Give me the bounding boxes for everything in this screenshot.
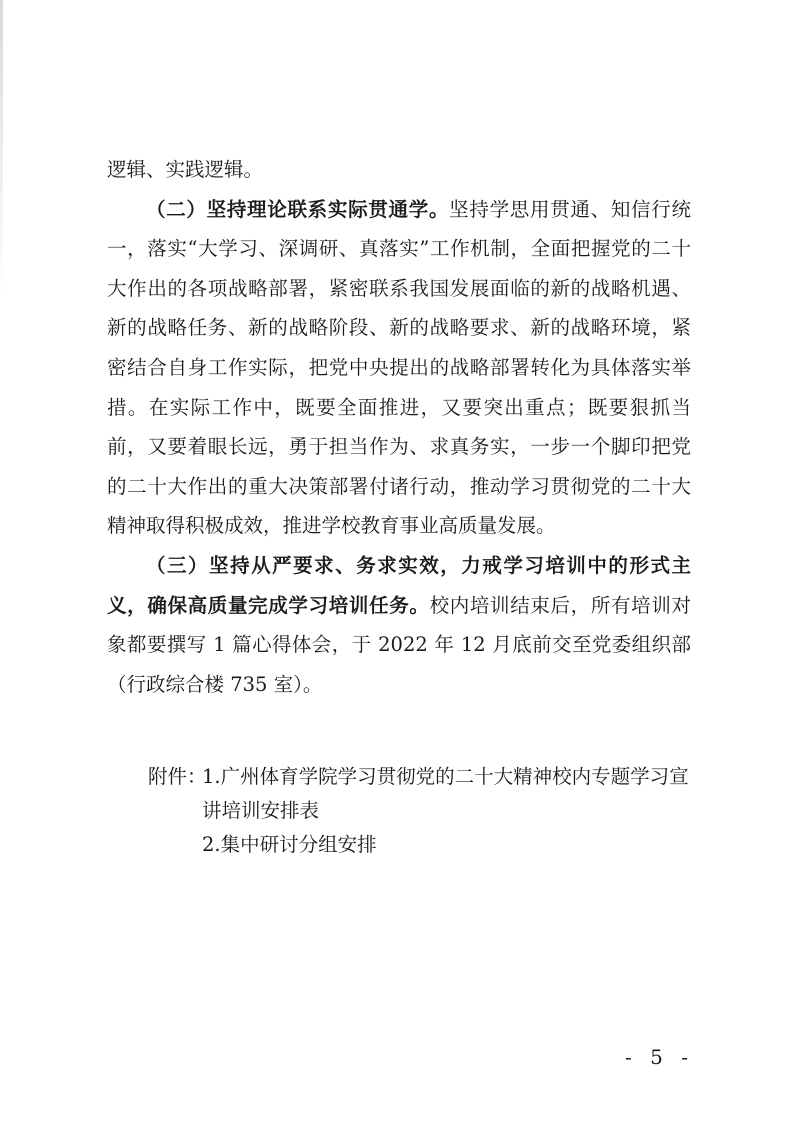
attachments-block (148, 760, 708, 862)
paragraph-section-2 (107, 190, 691, 546)
section-2-body: 坚持学思用贯通、知信行统一，落实“大学习、深调研、真落实”工作机制，全面把握党的二十大作出的各项战略部署，紧密联系我国发展面临的新的战略机遇、新的战略任务、新的战略阶段、新的战略要求、新的战略环境，紧密结合自身工作实际，把党中央提出的战略部署转化为具体落实举措。在实际工作中，既要全面推进，又要突出重点；既要狠抓当前，又要着眼长远，勇于担当作为、求真务实，一步一个脚印把党的二十大作出的重大决策部署付诸行动，推动学习贯彻党的二十大精神取得积极成效，推进学校教育事业高质量发展。 (107, 197, 691, 538)
attachments-label: 附件： (148, 765, 207, 788)
page-number: - 5 - (625, 1045, 694, 1069)
scan-edge-shadow (0, 0, 3, 300)
paragraph-continuation: 逻辑、实践逻辑。 (107, 158, 264, 181)
document-body (107, 150, 691, 704)
paragraph-section-3 (107, 546, 691, 704)
attachments-list (202, 760, 708, 862)
section-2-heading: （二）坚持理论联系实际贯通学。 (146, 197, 450, 221)
attachments-row (148, 760, 708, 862)
attachment-item-2: 2.集中研讨分组安排 (202, 833, 377, 856)
section-3-heading: （三）坚持从严要求、务求实效，力戒学习培训中的形式主义，确保高质量完成学习培训任务。 (107, 553, 691, 617)
section-3-body: 校内培训结束后，所有培训对象都要撰写 1 篇心得体会，于 2022 年 12 月底前交至党委组织部（行政综合楼 735 室）。 (107, 593, 691, 696)
attachment-item-1: 1.广州体育学院学习贯彻党的二十大精神校内专题学习宣讲培训安排表 (202, 765, 689, 822)
